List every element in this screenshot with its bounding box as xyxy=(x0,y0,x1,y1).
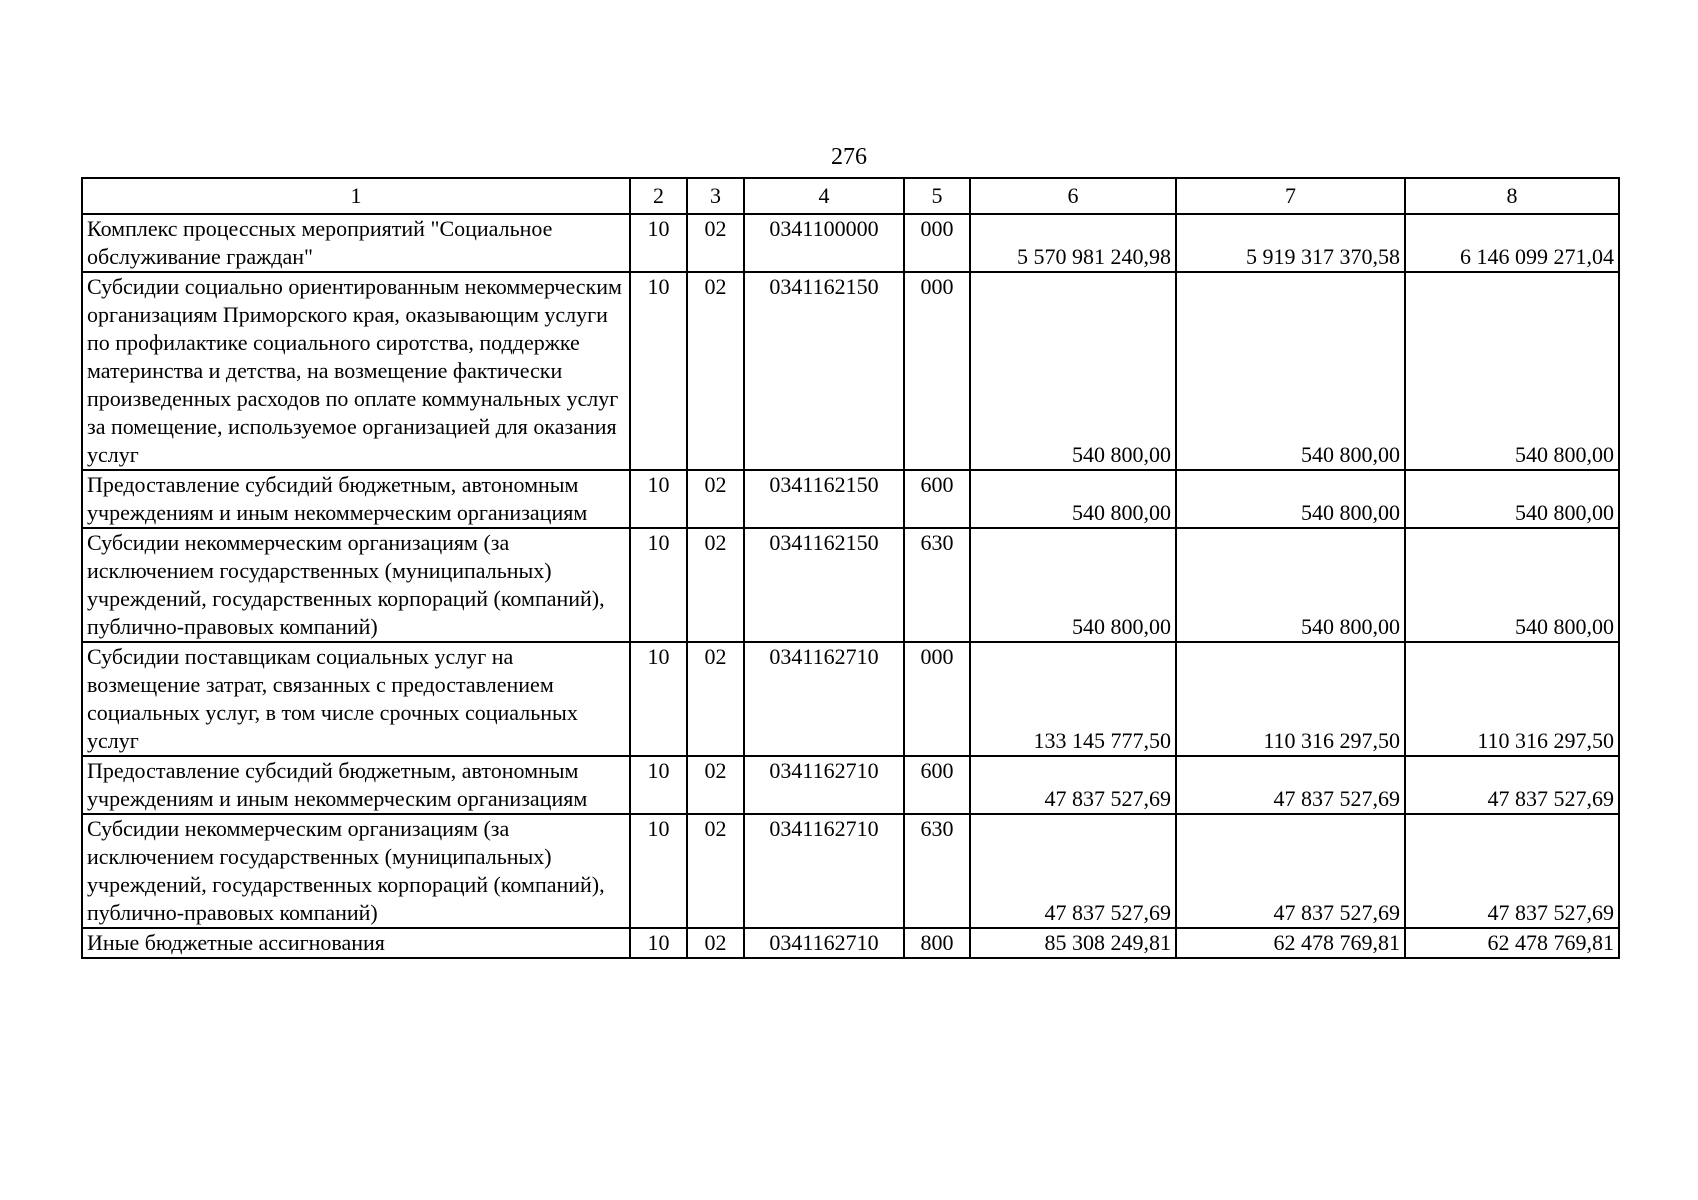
target-code: 0341162710 xyxy=(744,814,904,928)
row-name: Субсидии социально ориентированным некоммерческим организациям Приморского края, оказывающим услуги по профилактике социального сиротства, поддержке материнства и детства, на возмещение фактически произведенных расходов по оплате коммунальных услуг за помещение, используемое организацией для оказания услуг xyxy=(82,272,630,470)
subsection-code: 02 xyxy=(687,528,744,642)
header-row xyxy=(82,178,1619,214)
header-cell: 1 xyxy=(82,178,630,214)
target-code: 0341162150 xyxy=(744,272,904,470)
amount-col6: 133 145 777,50 xyxy=(970,642,1176,756)
subsection-code: 02 xyxy=(687,214,744,272)
subsection-code: 02 xyxy=(687,928,744,958)
target-code: 0341162710 xyxy=(744,756,904,814)
subsection-code: 02 xyxy=(687,756,744,814)
expense-type-code: 000 xyxy=(904,272,970,470)
row-name: Субсидии некоммерческим организациям (за исключением государственных (муниципальных) учреждений, государственных корпораций (компаний), публично-правовых компаний) xyxy=(82,528,630,642)
header-cell: 5 xyxy=(904,178,970,214)
target-code: 0341162710 xyxy=(744,642,904,756)
target-code: 0341162150 xyxy=(744,470,904,528)
table-row xyxy=(82,928,1619,958)
target-code: 0341162710 xyxy=(744,928,904,958)
subsection-code: 02 xyxy=(687,272,744,470)
amount-col7: 47 837 527,69 xyxy=(1176,814,1405,928)
section-code: 10 xyxy=(630,928,687,958)
row-name: Комплекс процессных мероприятий "Социальное обслуживание граждан" xyxy=(82,214,630,272)
target-code: 0341100000 xyxy=(744,214,904,272)
amount-col7: 540 800,00 xyxy=(1176,470,1405,528)
amount-col6: 47 837 527,69 xyxy=(970,814,1176,928)
table-row xyxy=(82,470,1619,528)
header-cell: 8 xyxy=(1405,178,1619,214)
header-cell: 7 xyxy=(1176,178,1405,214)
amount-col8: 47 837 527,69 xyxy=(1405,814,1619,928)
table-row xyxy=(82,528,1619,642)
amount-col6: 5 570 981 240,98 xyxy=(970,214,1176,272)
header-cell: 3 xyxy=(687,178,744,214)
subsection-code: 02 xyxy=(687,642,744,756)
row-name: Иные бюджетные ассигнования xyxy=(82,928,630,958)
amount-col7: 5 919 317 370,58 xyxy=(1176,214,1405,272)
expense-type-code: 630 xyxy=(904,528,970,642)
row-name: Предоставление субсидий бюджетным, автономным учреждениям и иным некоммерческим организациям xyxy=(82,470,630,528)
amount-col6: 47 837 527,69 xyxy=(970,756,1176,814)
amount-col7: 110 316 297,50 xyxy=(1176,642,1405,756)
amount-col7: 540 800,00 xyxy=(1176,528,1405,642)
expense-type-code: 800 xyxy=(904,928,970,958)
section-code: 10 xyxy=(630,272,687,470)
amount-col8: 110 316 297,50 xyxy=(1405,642,1619,756)
amount-col7: 540 800,00 xyxy=(1176,272,1405,470)
amount-col7: 47 837 527,69 xyxy=(1176,756,1405,814)
amount-col6: 540 800,00 xyxy=(970,272,1176,470)
amount-col8: 540 800,00 xyxy=(1405,470,1619,528)
header-cell: 6 xyxy=(970,178,1176,214)
row-name: Предоставление субсидий бюджетным, автономным учреждениям и иным некоммерческим организациям xyxy=(82,756,630,814)
table-row xyxy=(82,214,1619,272)
amount-col8: 540 800,00 xyxy=(1405,272,1619,470)
section-code: 10 xyxy=(630,528,687,642)
expense-type-code: 600 xyxy=(904,470,970,528)
amount-col6: 85 308 249,81 xyxy=(970,928,1176,958)
expense-type-code: 600 xyxy=(904,756,970,814)
table-row xyxy=(82,642,1619,756)
page-number: 276 xyxy=(831,144,867,170)
amount-col6: 540 800,00 xyxy=(970,528,1176,642)
subsection-code: 02 xyxy=(687,814,744,928)
header-cell: 2 xyxy=(630,178,687,214)
amount-col7: 62 478 769,81 xyxy=(1176,928,1405,958)
header-cell: 4 xyxy=(744,178,904,214)
section-code: 10 xyxy=(630,642,687,756)
amount-col8: 540 800,00 xyxy=(1405,528,1619,642)
budget-table xyxy=(81,177,1620,959)
amount-col8: 62 478 769,81 xyxy=(1405,928,1619,958)
table-row xyxy=(82,756,1619,814)
amount-col8: 6 146 099 271,04 xyxy=(1405,214,1619,272)
amount-col8: 47 837 527,69 xyxy=(1405,756,1619,814)
table-row xyxy=(82,814,1619,928)
subsection-code: 02 xyxy=(687,470,744,528)
expense-type-code: 630 xyxy=(904,814,970,928)
section-code: 10 xyxy=(630,756,687,814)
section-code: 10 xyxy=(630,470,687,528)
expense-type-code: 000 xyxy=(904,642,970,756)
table-row xyxy=(82,272,1619,470)
row-name: Субсидии поставщикам социальных услуг на возмещение затрат, связанных с предоставлением социальных услуг, в том числе срочных социальных услуг xyxy=(82,642,630,756)
target-code: 0341162150 xyxy=(744,528,904,642)
section-code: 10 xyxy=(630,214,687,272)
row-name: Субсидии некоммерческим организациям (за исключением государственных (муниципальных) учреждений, государственных корпораций (компаний), публично-правовых компаний) xyxy=(82,814,630,928)
expense-type-code: 000 xyxy=(904,214,970,272)
amount-col6: 540 800,00 xyxy=(970,470,1176,528)
section-code: 10 xyxy=(630,814,687,928)
